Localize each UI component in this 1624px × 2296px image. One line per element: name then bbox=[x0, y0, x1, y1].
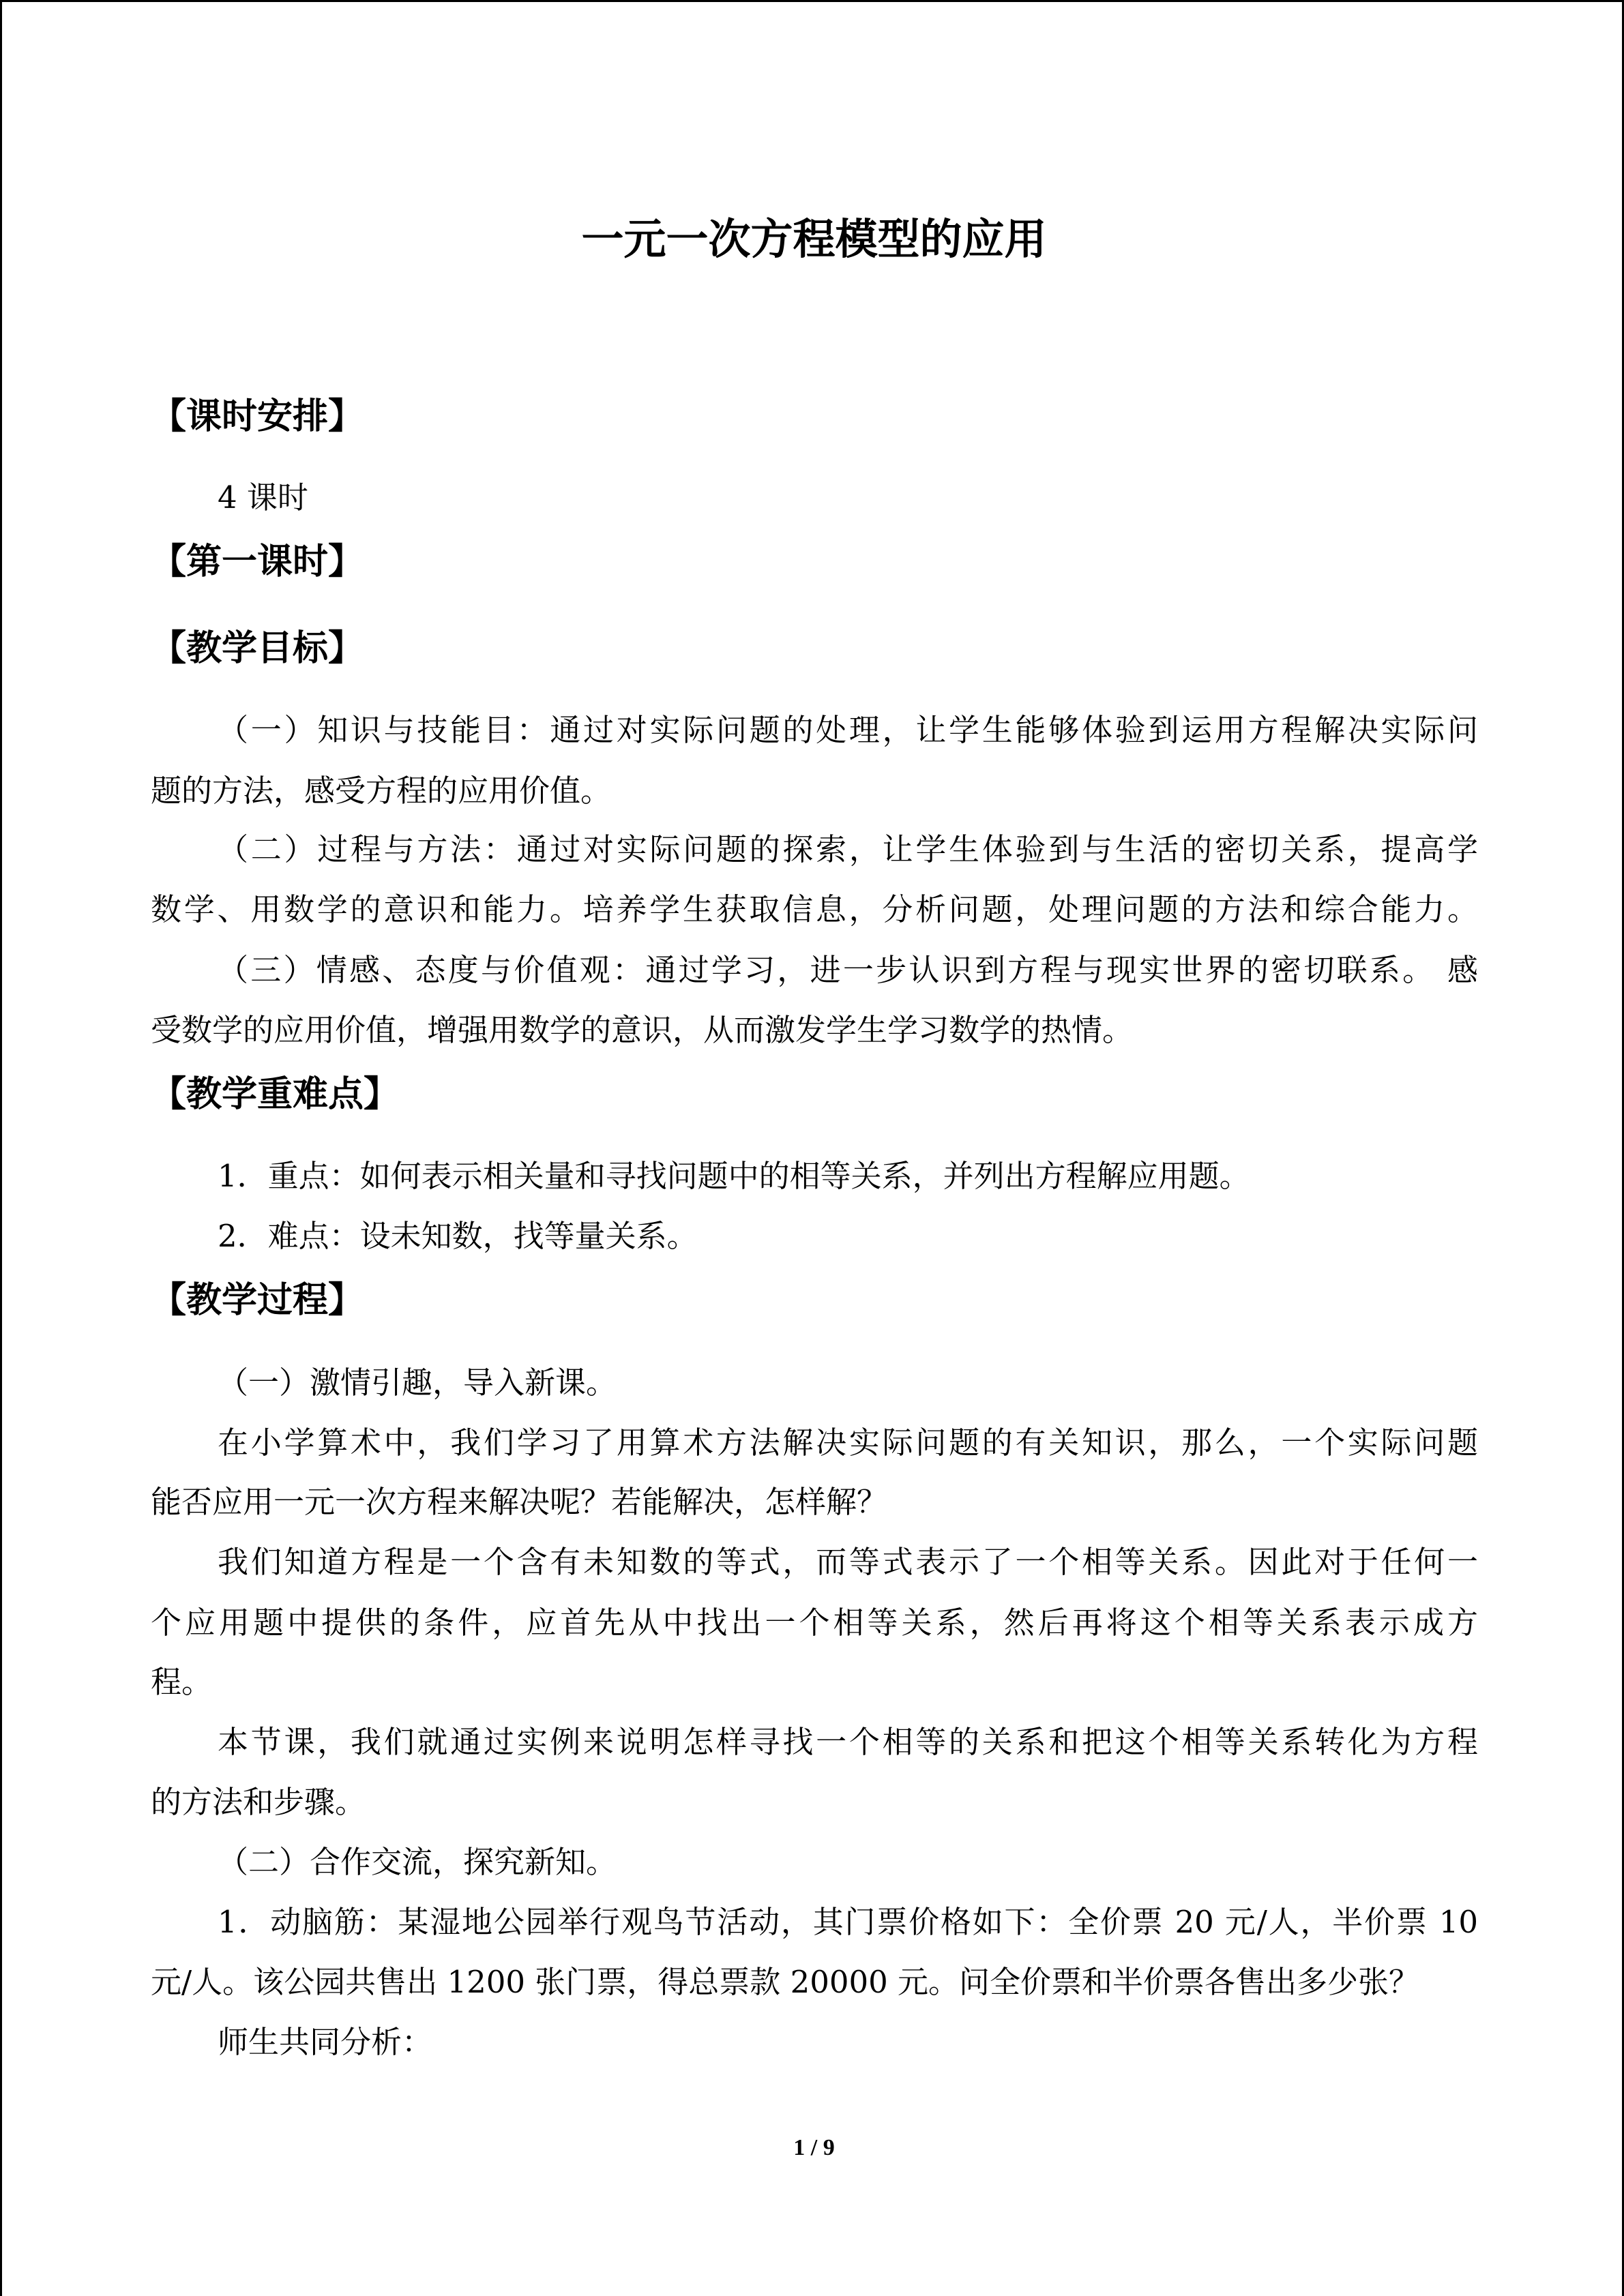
process-paragraph-5: （二）合作交流，探究新知。 bbox=[218, 1844, 617, 1880]
process-paragraph-3-line2: 个应用题中提供的条件，应首先从中找出一个相等关系，然后再将这个相等关系表示成方 bbox=[151, 1605, 1478, 1641]
heading-schedule: 【课时安排】 bbox=[151, 396, 364, 437]
process-paragraph-1: （一）激情引趣，导入新课。 bbox=[218, 1365, 617, 1401]
goal2-line1: （二）过程与方法：通过对实际问题的探索，让学生体验到与生活的密切关系，提高学 bbox=[218, 831, 1478, 867]
page-title: 一元一次方程模型的应用 bbox=[581, 214, 1047, 264]
process-paragraph-4-line2: 的方法和步骤。 bbox=[151, 1784, 366, 1820]
schedule-text: 4 课时 bbox=[218, 479, 308, 516]
process-paragraph-7: 师生共同分析： bbox=[218, 2024, 433, 2060]
process-paragraph-4-line1: 本节课，我们就通过实例来说明怎样寻找一个相等的关系和把这个相等关系转化为方程 bbox=[218, 1724, 1478, 1760]
process-paragraph-6-line2: 元/人。该公园共售出 1200 张门票，得总票款 20000 元。问全价票和半价票各售出多少张？ bbox=[151, 1964, 1420, 2000]
goal2-line2: 数学、用数学的意识和能力。培养学生获取信息，分析问题，处理问题的方法和综合能力。 bbox=[151, 891, 1478, 927]
process-paragraph-3-line1: 我们知道方程是一个含有未知数的等式，而等式表示了一个相等关系。因此对于任何一 bbox=[218, 1544, 1478, 1580]
goal1-line1: （一）知识与技能目：通过对实际问题的处理，让学生能够体验到运用方程解决实际问 bbox=[218, 712, 1478, 748]
page-number: 1 / 9 bbox=[793, 2135, 835, 2160]
process-paragraph-3-line3: 程。 bbox=[151, 1664, 213, 1700]
heading-goals: 【教学目标】 bbox=[151, 627, 364, 669]
key-point-2: 2．难点：设未知数，找等量关系。 bbox=[218, 1218, 698, 1254]
key-point-1: 1．重点：如何表示相关量和寻找问题中的相等关系，并列出方程解应用题。 bbox=[218, 1158, 1250, 1194]
goal3-line1: （三）情感、态度与价值观：通过学习，进一步认识到方程与现实世界的密切联系。 感 bbox=[218, 952, 1478, 988]
heading-key-points: 【教学重难点】 bbox=[151, 1073, 400, 1115]
process-paragraph-2-line1: 在小学算术中，我们学习了用算术方法解决实际问题的有关知识，那么，一个实际问题 bbox=[218, 1425, 1478, 1461]
heading-process: 【教学过程】 bbox=[151, 1279, 364, 1321]
goal1-line2: 题的方法，感受方程的应用价值。 bbox=[151, 773, 612, 809]
goal3-line2: 受数学的应用价值，增强用数学的意识，从而激发学生学习数学的热情。 bbox=[151, 1012, 1134, 1048]
process-paragraph-6-line1: 1．动脑筋：某湿地公园举行观鸟节活动，其门票价格如下：全价票 20 元/人，半价票 10 bbox=[218, 1904, 1478, 1940]
heading-first-lesson: 【第一课时】 bbox=[151, 541, 364, 582]
process-paragraph-2-line2: 能否应用一元一次方程来解决呢？若能解决，怎样解？ bbox=[151, 1484, 888, 1520]
